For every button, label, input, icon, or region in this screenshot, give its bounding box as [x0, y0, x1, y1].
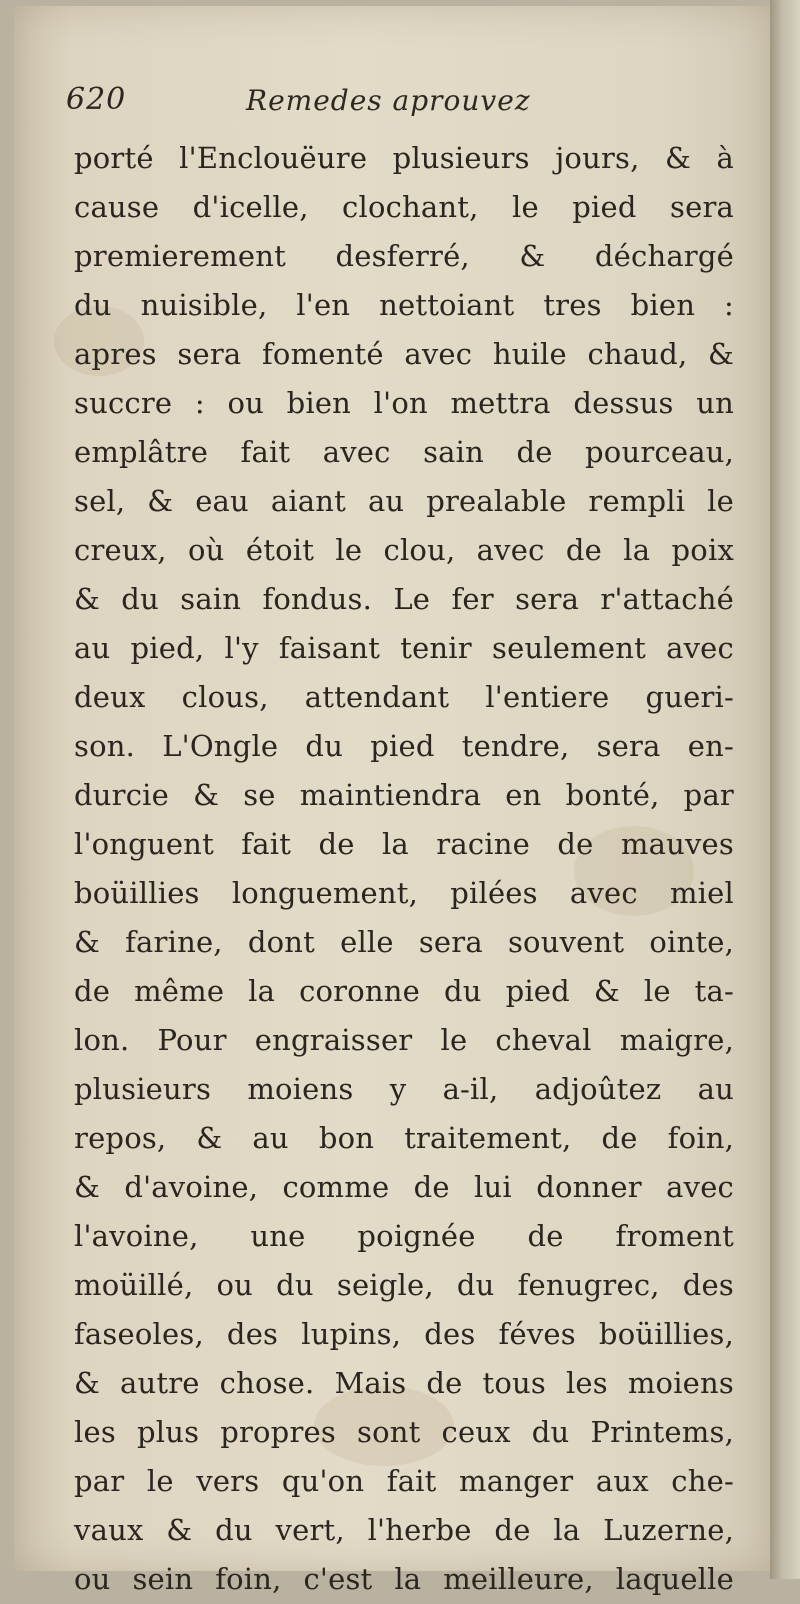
text-line: l'avoine, une poignée de froment [74, 1219, 734, 1253]
paper-sheet [14, 6, 770, 1596]
text-line: vaux & du vert, l'herbe de la Luzerne, [74, 1513, 734, 1547]
text-line: les plus propres sont ceux du Printems, [74, 1415, 734, 1449]
text-line: & autre chose. Mais de tous les moiens [74, 1366, 734, 1400]
text-line: repos, & au bon traitement, de foin, [74, 1121, 734, 1155]
text-line: son. L'Ongle du pied tendre, sera en- [74, 729, 734, 763]
text-line: creux, où étoit le clou, avec de la poix [74, 533, 734, 567]
text-line: au pied, l'y faisant tenir seulement avec [74, 631, 734, 665]
running-head: Remedes aprouvez [246, 84, 531, 117]
text-line: deux clous, attendant l'entiere gueri- [74, 680, 734, 714]
text-line: & du sain fondus. Le fer sera r'attaché [74, 582, 734, 616]
text-line: & farine, dont elle sera souvent ointe, [74, 925, 734, 959]
page-number: 620 [66, 82, 127, 117]
text-line: faseoles, des lupins, des féves boüillies, [74, 1317, 734, 1351]
page-edge-shadow [770, 0, 800, 1579]
text-line: par le vers qu'on fait manger aux che- [74, 1464, 734, 1498]
text-line: l'onguent fait de la racine de mauves [74, 827, 734, 861]
text-line: ou sein foin, c'est la meilleure, laquelle [74, 1562, 734, 1596]
text-line: apres sera fomenté avec huile chaud, & [74, 337, 734, 371]
text-line: du nuisible, l'en nettoiant tres bien : [74, 288, 734, 322]
page-header [66, 82, 746, 134]
text-line: cause d'icelle, clochant, le pied sera [74, 190, 734, 224]
text-line: moüillé, ou du seigle, du fenugrec, des [74, 1268, 734, 1302]
text-line: porté l'Enclouëure plusieurs jours, & à [74, 141, 734, 175]
text-line: emplâtre fait avec sain de pourceau, [74, 435, 734, 469]
text-line: durcie & se maintiendra en bonté, par [74, 778, 734, 812]
body-text [74, 134, 734, 1604]
text-line: boüillies longuement, pilées avec miel [74, 876, 734, 910]
text-line: sel, & eau aiant au prealable rempli le [74, 484, 734, 518]
text-line: lon. Pour engraisser le cheval maigre, [74, 1023, 734, 1057]
text-line: premierement desferré, & déchargé [74, 239, 734, 273]
text-line: succre : ou bien l'on mettra dessus un [74, 386, 734, 420]
text-line: & d'avoine, comme de lui donner avec [74, 1170, 734, 1204]
text-line: plusieurs moiens y a-il, adjoûtez au [74, 1072, 734, 1106]
text-line: de même la coronne du pied & le ta- [74, 974, 734, 1008]
